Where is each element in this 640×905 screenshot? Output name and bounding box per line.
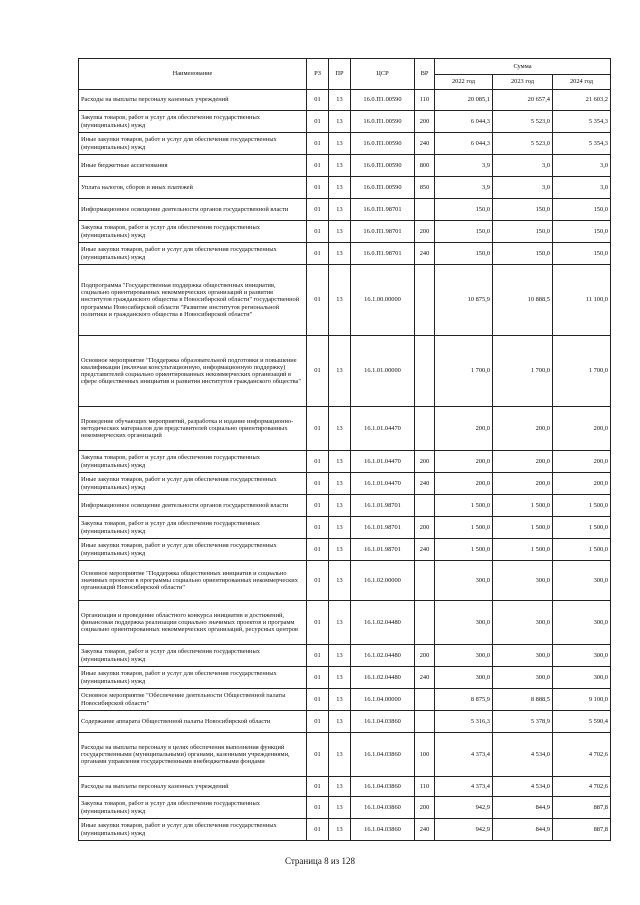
table-cell-2023: 150,0 [493, 221, 553, 243]
table-row [79, 645, 611, 667]
table-cell-2023: 5 378,9 [493, 711, 553, 733]
table-row [79, 243, 611, 265]
header-csr: ЦСР [351, 59, 415, 90]
table-row [79, 199, 611, 221]
table-cell-vr: 200 [415, 797, 435, 819]
table-cell-rz: 01 [307, 90, 329, 111]
table-cell-vr: 200 [415, 645, 435, 667]
table-cell-pr: 13 [329, 407, 351, 451]
table-cell-vr [415, 711, 435, 733]
table-cell-rz: 01 [307, 561, 329, 601]
table-cell-rz: 01 [307, 473, 329, 495]
table-cell-csr: 16.1.04.03860 [351, 711, 415, 733]
table-cell-vr: 110 [415, 90, 435, 111]
table-cell-rz: 01 [307, 336, 329, 407]
table-cell-name: Организация и проведение областного конкурса инициатив и достижений, финансовая поддержка реализации социально значимых проектов и программ социально ориентированных некоммерческих организаций, ресурсных центров [79, 601, 307, 645]
table-cell-2022: 1 500,0 [435, 517, 493, 539]
table-cell-name: Закупка товаров, работ и услуг для обеспечения государственных (муниципальных) нужд [79, 451, 307, 473]
table-cell-vr: 200 [415, 111, 435, 133]
table-cell-vr [415, 601, 435, 645]
table-cell-2024: 3,0 [553, 177, 611, 199]
table-cell-2023: 1 500,0 [493, 517, 553, 539]
table-cell-2022: 1 500,0 [435, 539, 493, 561]
header-year-2022: 2022 год [435, 75, 493, 90]
table-cell-2024: 3,0 [553, 155, 611, 177]
table-cell-pr: 13 [329, 539, 351, 561]
table-cell-2022: 20 085,1 [435, 90, 493, 111]
header-year-2023: 2023 год [493, 75, 553, 90]
table-cell-name: Основное мероприятие "Обеспечение деятельности Общественной палаты Новосибирской области" [79, 689, 307, 711]
table-cell-csr: 16.1.02.04480 [351, 645, 415, 667]
table-cell-2023: 4 534,0 [493, 777, 553, 797]
table-cell-vr: 800 [415, 155, 435, 177]
table-cell-2022: 1 500,0 [435, 495, 493, 517]
table-cell-csr: 16.1.04.03860 [351, 819, 415, 841]
table-cell-2023: 300,0 [493, 601, 553, 645]
table-cell-2023: 1 500,0 [493, 539, 553, 561]
table-cell-2022: 300,0 [435, 561, 493, 601]
table-cell-pr: 13 [329, 601, 351, 645]
table-cell-name: Уплата налогов, сборов и иных платежей [79, 177, 307, 199]
table-cell-rz: 01 [307, 243, 329, 265]
table-row [79, 133, 611, 155]
table-cell-rz: 01 [307, 733, 329, 777]
table-cell-rz: 01 [307, 177, 329, 199]
table-cell-csr: 16.1.01.98701 [351, 539, 415, 561]
table-cell-vr: 110 [415, 777, 435, 797]
table-cell-pr: 13 [329, 711, 351, 733]
table-cell-csr: 16.1.04.03860 [351, 797, 415, 819]
table-cell-rz: 01 [307, 601, 329, 645]
table-cell-csr: 16.1.01.00000 [351, 336, 415, 407]
table-cell-2023: 200,0 [493, 473, 553, 495]
table-cell-name: Иные закупки товаров, работ и услуг для обеспечения государственных (муниципальных) нужд [79, 243, 307, 265]
table-row [79, 265, 611, 336]
table-cell-pr: 13 [329, 561, 351, 601]
table-cell-vr: 240 [415, 819, 435, 841]
table-cell-2022: 150,0 [435, 199, 493, 221]
table-cell-2022: 942,9 [435, 797, 493, 819]
table-cell-name: Закупка товаров, работ и услуг для обеспечения государственных (муниципальных) нужд [79, 645, 307, 667]
table-cell-2023: 3,0 [493, 177, 553, 199]
table-row [79, 473, 611, 495]
table-cell-csr: 16.1.02.04480 [351, 601, 415, 645]
table-cell-csr: 16.1.01.98701 [351, 495, 415, 517]
table-cell-2022: 200,0 [435, 407, 493, 451]
table-cell-vr: 240 [415, 243, 435, 265]
header-pr: ПР [329, 59, 351, 90]
table-cell-rz: 01 [307, 265, 329, 336]
table-cell-name: Основное мероприятие "Поддержка общественных инициатив и социально значимых проектов в программы социально ориентированных некоммерческих организаций Новосибирской области" [79, 561, 307, 601]
table-cell-name: Закупка товаров, работ и услуг для обеспечения государственных (муниципальных) нужд [79, 221, 307, 243]
table-cell-name: Информационное освещение деятельности органов государственной власти [79, 495, 307, 517]
table-cell-2022: 1 700,0 [435, 336, 493, 407]
table-cell-pr: 13 [329, 495, 351, 517]
table-row [79, 797, 611, 819]
table-cell-2022: 300,0 [435, 645, 493, 667]
budget-table [78, 58, 611, 841]
table-cell-csr: 16.1.02.04480 [351, 667, 415, 689]
table-cell-2023: 1 700,0 [493, 336, 553, 407]
table-row [79, 711, 611, 733]
table-cell-csr: 16.1.00.00000 [351, 265, 415, 336]
table-cell-name: Закупка товаров, работ и услуг для обеспечения государственных (муниципальных) нужд [79, 797, 307, 819]
table-cell-rz: 01 [307, 819, 329, 841]
table-cell-name: Иные закупки товаров, работ и услуг для обеспечения государственных (муниципальных) нужд [79, 473, 307, 495]
table-cell-2022: 6 044,3 [435, 133, 493, 155]
table-cell-2024: 1 700,0 [553, 336, 611, 407]
table-cell-name: Иные закупки товаров, работ и услуг для обеспечения государственных (муниципальных) нужд [79, 667, 307, 689]
header-sum: Сумма [435, 59, 611, 75]
table-cell-pr: 13 [329, 645, 351, 667]
table-cell-pr: 13 [329, 689, 351, 711]
table-cell-2023: 4 534,0 [493, 733, 553, 777]
table-cell-name: Информационное освещение деятельности органов государственной власти [79, 199, 307, 221]
table-cell-2024: 150,0 [553, 243, 611, 265]
table-cell-pr: 13 [329, 177, 351, 199]
table-cell-pr: 13 [329, 451, 351, 473]
table-cell-2024: 300,0 [553, 561, 611, 601]
table-cell-rz: 01 [307, 539, 329, 561]
table-cell-pr: 13 [329, 733, 351, 777]
table-cell-name: Иные закупки товаров, работ и услуг для обеспечения государственных (муниципальных) нужд [79, 819, 307, 841]
table-cell-2022: 150,0 [435, 221, 493, 243]
table-cell-pr: 13 [329, 199, 351, 221]
table-cell-2023: 200,0 [493, 451, 553, 473]
table-cell-csr: 16.1.02.00000 [351, 561, 415, 601]
table-cell-2024: 21 603,2 [553, 90, 611, 111]
table-cell-2024: 200,0 [553, 407, 611, 451]
table-row [79, 407, 611, 451]
table-cell-2022: 300,0 [435, 667, 493, 689]
table-cell-2023: 300,0 [493, 667, 553, 689]
table-cell-2022: 200,0 [435, 473, 493, 495]
table-row [79, 155, 611, 177]
table-cell-2022: 150,0 [435, 243, 493, 265]
table-cell-rz: 01 [307, 797, 329, 819]
header-name: Наименование [79, 59, 307, 90]
table-cell-name: Иные бюджетные ассигнования [79, 155, 307, 177]
table-cell-2024: 300,0 [553, 667, 611, 689]
table-cell-pr: 13 [329, 336, 351, 407]
table-row [79, 517, 611, 539]
table-cell-2023: 150,0 [493, 199, 553, 221]
table-cell-pr: 13 [329, 133, 351, 155]
table-cell-2024: 4 702,6 [553, 777, 611, 797]
table-cell-2023: 844,9 [493, 819, 553, 841]
table-cell-2024: 1 500,0 [553, 539, 611, 561]
table-cell-2024: 1 500,0 [553, 495, 611, 517]
table-cell-2022: 200,0 [435, 451, 493, 473]
table-cell-vr: 200 [415, 221, 435, 243]
table-row [79, 111, 611, 133]
table-cell-2023: 20 657,4 [493, 90, 553, 111]
table-cell-2022: 300,0 [435, 601, 493, 645]
table-cell-vr [415, 336, 435, 407]
table-cell-2023: 200,0 [493, 407, 553, 451]
table-header [79, 59, 611, 90]
table-cell-2023: 150,0 [493, 243, 553, 265]
table-cell-2022: 4 373,4 [435, 777, 493, 797]
table-cell-vr [415, 495, 435, 517]
table-cell-rz: 01 [307, 777, 329, 797]
table-cell-2022: 6 044,3 [435, 111, 493, 133]
table-cell-2023: 10 888,5 [493, 265, 553, 336]
table-cell-rz: 01 [307, 221, 329, 243]
table-cell-2024: 200,0 [553, 451, 611, 473]
table-cell-2024: 9 100,0 [553, 689, 611, 711]
table-cell-pr: 13 [329, 243, 351, 265]
table-cell-vr: 100 [415, 733, 435, 777]
table-cell-pr: 13 [329, 90, 351, 111]
table-row [79, 539, 611, 561]
table-cell-csr: 16.0.П1.00590 [351, 90, 415, 111]
table-cell-rz: 01 [307, 199, 329, 221]
table-cell-2024: 5 354,3 [553, 133, 611, 155]
table-cell-csr: 16.1.04.00000 [351, 689, 415, 711]
table-cell-name: Расходы на выплаты персоналу в целях обеспечения выполнения функций государственными (муниципальными) органами, казенными учреждениями, органами управления государственными внебюджетными фондами [79, 733, 307, 777]
table-cell-2022: 3,9 [435, 177, 493, 199]
table-cell-csr: 16.0.П1.00590 [351, 133, 415, 155]
table-cell-csr: 16.0.П1.00590 [351, 111, 415, 133]
table-cell-pr: 13 [329, 667, 351, 689]
table-cell-2023: 5 523,0 [493, 133, 553, 155]
table-cell-2024: 300,0 [553, 601, 611, 645]
table-cell-name: Закупка товаров, работ и услуг для обеспечения государственных (муниципальных) нужд [79, 111, 307, 133]
table-cell-2024: 887,8 [553, 797, 611, 819]
table-row [79, 451, 611, 473]
table-cell-name: Подпрограмма "Государственная поддержка общественных инициатив, социально ориентированных некоммерческих организаций и развития институтов гражданского общества в Новосибирской области" государственной программы Новосибирской области "Развитие институтов региональной политики и гражданского общества в Новосибирской области" [79, 265, 307, 336]
table-cell-csr: 16.1.01.04470 [351, 473, 415, 495]
table-body [79, 90, 611, 841]
table-cell-vr [415, 689, 435, 711]
table-cell-csr: 16.0.П1.98701 [351, 243, 415, 265]
table-row [79, 336, 611, 407]
table-cell-2024: 150,0 [553, 221, 611, 243]
table-cell-pr: 13 [329, 517, 351, 539]
header-year-2024: 2024 год [553, 75, 611, 90]
table-cell-rz: 01 [307, 111, 329, 133]
table-cell-2022: 8 875,9 [435, 689, 493, 711]
table-cell-vr [415, 265, 435, 336]
table-cell-name: Основное мероприятие "Поддержка образовательной подготовки и повышение квалификации (включая консультационную, информационную поддержку) представителей социально ориентированных некоммерческих организаций в сфере общественных инициатив и развития институтов гражданского общества" [79, 336, 307, 407]
table-row [79, 819, 611, 841]
table-cell-2024: 150,0 [553, 199, 611, 221]
table-cell-2022: 5 316,3 [435, 711, 493, 733]
table-cell-pr: 13 [329, 265, 351, 336]
table-cell-2023: 300,0 [493, 561, 553, 601]
table-cell-vr [415, 407, 435, 451]
table-cell-rz: 01 [307, 667, 329, 689]
table-cell-vr: 240 [415, 539, 435, 561]
table-cell-2023: 8 888,5 [493, 689, 553, 711]
table-row [79, 733, 611, 777]
header-vr: ВР [415, 59, 435, 90]
table-cell-vr [415, 199, 435, 221]
table-cell-2024: 11 100,0 [553, 265, 611, 336]
table-row [79, 90, 611, 111]
table-cell-2023: 844,9 [493, 797, 553, 819]
table-cell-vr: 200 [415, 451, 435, 473]
table-cell-name: Иные закупки товаров, работ и услуг для обеспечения государственных (муниципальных) нужд [79, 539, 307, 561]
table-cell-rz: 01 [307, 451, 329, 473]
table-cell-rz: 01 [307, 711, 329, 733]
table-row [79, 777, 611, 797]
table-cell-rz: 01 [307, 645, 329, 667]
table-cell-2024: 4 702,6 [553, 733, 611, 777]
table-cell-csr: 16.1.04.03860 [351, 777, 415, 797]
table-cell-pr: 13 [329, 473, 351, 495]
header-rz: РЗ [307, 59, 329, 90]
table-cell-2024: 300,0 [553, 645, 611, 667]
table-row [79, 495, 611, 517]
table-cell-name: Расходы на выплаты персоналу казенных учреждений [79, 777, 307, 797]
table-cell-name: Иные закупки товаров, работ и услуг для обеспечения государственных (муниципальных) нужд [79, 133, 307, 155]
table-cell-rz: 01 [307, 495, 329, 517]
table-cell-pr: 13 [329, 111, 351, 133]
table-cell-2023: 300,0 [493, 645, 553, 667]
table-row [79, 221, 611, 243]
table-cell-vr: 240 [415, 133, 435, 155]
table-cell-2024: 5 590,4 [553, 711, 611, 733]
table-cell-vr [415, 561, 435, 601]
table-cell-csr: 16.1.01.98701 [351, 517, 415, 539]
table-cell-2024: 887,8 [553, 819, 611, 841]
table-cell-rz: 01 [307, 407, 329, 451]
table-cell-rz: 01 [307, 155, 329, 177]
table-cell-csr: 16.0.П1.00590 [351, 177, 415, 199]
table-cell-name: Расходы на выплаты персоналу казенных учреждений [79, 90, 307, 111]
table-cell-2024: 5 354,3 [553, 111, 611, 133]
table-cell-rz: 01 [307, 517, 329, 539]
table-row [79, 601, 611, 645]
table-cell-vr: 850 [415, 177, 435, 199]
table-row [79, 561, 611, 601]
table-cell-csr: 16.0.П1.00590 [351, 155, 415, 177]
table-cell-2024: 200,0 [553, 473, 611, 495]
table-cell-pr: 13 [329, 819, 351, 841]
table-cell-vr: 200 [415, 517, 435, 539]
table-cell-pr: 13 [329, 221, 351, 243]
table-cell-pr: 13 [329, 155, 351, 177]
table-cell-csr: 16.1.01.04470 [351, 407, 415, 451]
table-cell-rz: 01 [307, 133, 329, 155]
table-cell-2023: 5 523,0 [493, 111, 553, 133]
table-cell-2022: 10 875,9 [435, 265, 493, 336]
table-cell-name: Содержание аппарата Общественной палаты Новосибирской области [79, 711, 307, 733]
table-cell-vr: 240 [415, 667, 435, 689]
page-number: Страница 8 из 128 [285, 856, 355, 866]
table-cell-csr: 16.1.01.04470 [351, 451, 415, 473]
table-cell-vr: 240 [415, 473, 435, 495]
table-cell-csr: 16.0.П1.98701 [351, 221, 415, 243]
table-cell-2023: 3,0 [493, 155, 553, 177]
table-cell-csr: 16.0.П1.98701 [351, 199, 415, 221]
table-row [79, 667, 611, 689]
table-row [79, 177, 611, 199]
table-cell-2022: 4 373,4 [435, 733, 493, 777]
table-cell-rz: 01 [307, 689, 329, 711]
table-cell-pr: 13 [329, 777, 351, 797]
table-cell-name: Закупка товаров, работ и услуг для обеспечения государственных (муниципальных) нужд [79, 517, 307, 539]
table-cell-2022: 942,9 [435, 819, 493, 841]
table-cell-2024: 1 500,0 [553, 517, 611, 539]
table-cell-name: Проведение обучающих мероприятий, разработка и издание информационно-методических материалов для представителей социально ориентированных некоммерческих организаций [79, 407, 307, 451]
table-row [79, 689, 611, 711]
table-cell-2022: 3,9 [435, 155, 493, 177]
table-cell-2023: 1 500,0 [493, 495, 553, 517]
table-cell-csr: 16.1.04.03860 [351, 733, 415, 777]
table-cell-pr: 13 [329, 797, 351, 819]
